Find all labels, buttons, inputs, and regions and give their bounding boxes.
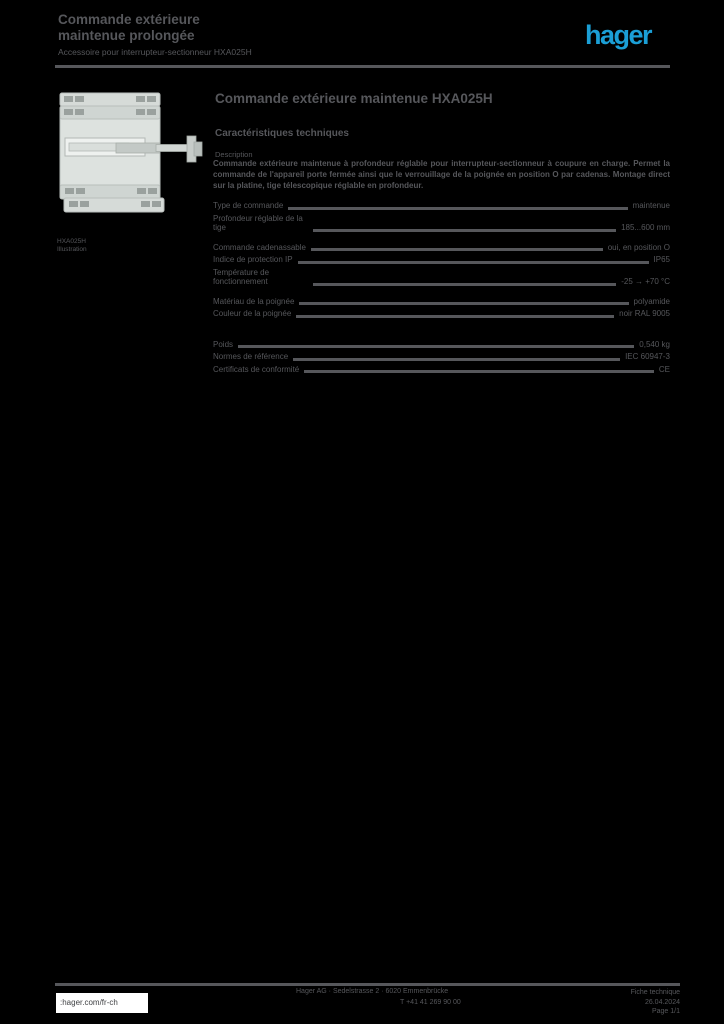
footer-divider [55,983,680,986]
leader-line [313,283,616,286]
characteristic-row [213,214,670,233]
characteristics-group-2 [213,243,670,287]
characteristic-row [213,201,670,211]
header-divider [55,65,670,68]
leader-line [296,315,614,318]
footer-meta-line-1: Fiche technique [630,989,680,996]
characteristic-label: Type de commande [213,201,284,210]
leader-line [311,248,603,251]
characteristic-value: 185...600 mm [621,223,670,232]
product-caption [57,238,87,253]
characteristics-group-3 [213,297,670,319]
characteristic-row [213,243,670,253]
footer-meta-line-2: 26.04.2024 [644,998,680,1006]
title-line-1: Commande extérieure [58,12,200,27]
characteristic-value: polyamide [633,296,670,306]
leader-line [238,345,634,348]
characteristics-group-4 [213,340,670,375]
footer-meta-line-3: Page 1/1 [651,1008,680,1015]
section-heading: Caractéristiques techniques [215,128,349,139]
characteristic-label: Poids [213,339,234,349]
characteristic-row [213,268,670,287]
product-caption-line-2: Illustration [57,245,87,253]
characteristic-value: -25 → +70 °C [621,277,670,286]
characteristic-label: Normes de référence [213,352,289,361]
document-title [58,12,298,58]
footer-address: Hager AG · Sedelstrasse 2 · 6020 Emmenbrücke [296,988,449,995]
product-image [56,88,206,223]
characteristic-row [213,365,670,375]
characteristics-list [213,201,670,374]
characteristics-group-1 [213,201,670,233]
characteristic-row [213,255,670,265]
characteristic-value: maintenue [632,201,670,210]
leader-line [299,302,628,305]
characteristic-label: Certificats de conformité [213,364,300,374]
title-subtitle: Accessoire pour interrupteur-sectionneur HXA025H [58,47,252,57]
characteristic-row [213,309,670,319]
characteristic-value: noir RAL 9005 [619,309,670,318]
product-description: Commande extérieure maintenue à profondeur réglable pour interrupteur-sectionneur à coupure en charge. Permet la commande de l'appareil porte fermée ainsi que le verrouillage de la poignée en position O par cadenas. Montage direct sur la platine, tige télescopique réglable en profondeur. [213,159,670,190]
leader-line [304,370,654,373]
characteristic-value: CE [658,364,670,374]
characteristic-row [213,297,670,307]
footer-meta [560,988,680,1017]
title-line-2: maintenue prolongée [58,28,195,43]
leader-line [288,207,627,210]
leader-line [298,261,649,264]
description-label: Description [215,150,253,159]
characteristic-label: Indice de protection IP [213,255,293,264]
product-heading: Commande extérieure maintenue HXA025H [215,91,493,106]
characteristic-label: Commande cadenassable [213,242,306,252]
leader-line [313,229,616,232]
footer-phone: T +41 41 269 90 00 [400,999,461,1006]
leader-line [293,358,620,361]
characteristic-value: IEC 60947-3 [625,352,670,361]
product-illustration-svg [56,88,206,223]
characteristic-value: 0,540 kg [639,339,670,349]
characteristic-value: IP65 [653,255,670,264]
characteristic-row [213,352,670,362]
characteristic-row [213,340,670,350]
characteristic-label: Température de fonctionnement [213,267,270,286]
characteristic-label: Profondeur réglable de la tige [213,213,303,232]
characteristic-label: Matériau de la poignée [213,296,295,306]
characteristic-value: oui, en position O [607,242,670,252]
hager-logo: hager [585,20,652,50]
product-caption-line-1: HXA025H [57,238,86,245]
characteristic-label: Couleur de la poignée [213,309,292,318]
footer-website-link[interactable]: :hager.com/fr-ch [56,993,148,1013]
